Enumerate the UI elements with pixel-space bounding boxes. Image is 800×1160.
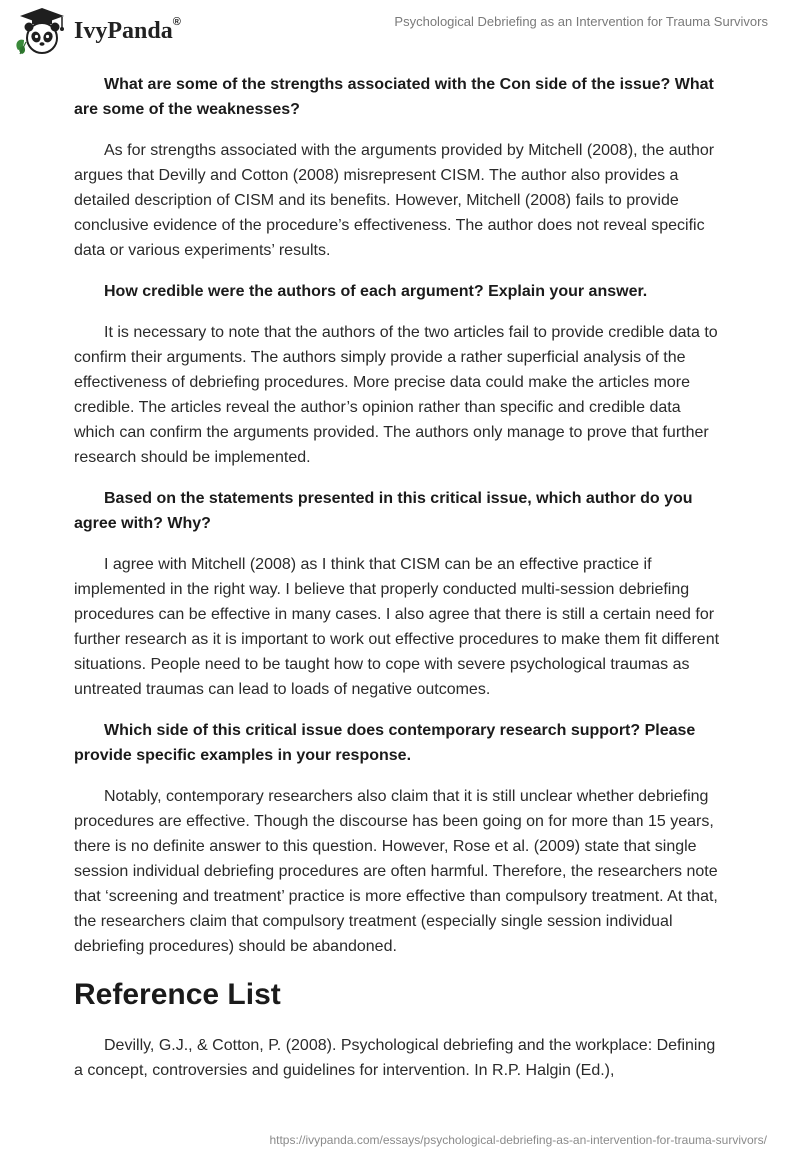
question-contemporary-research: Which side of this critical issue does contemporary research support? Please provide specific examples in your response.	[74, 722, 696, 764]
panda-graduate-icon	[12, 6, 72, 58]
question-agree-author: Based on the statements presented in this critical issue, which author do you agree with? Why?	[74, 490, 693, 532]
essay-body	[74, 72, 724, 1099]
reference-entry: Devilly, G.J., & Cotton, P. (2008). Psychological debriefing and the workplace: Defining a concept, controversies and guidelines for intervention. In R.P. Halgin (Ed.),	[74, 1037, 716, 1079]
document-title: Psychological Debriefing as an Intervention for Trauma Survivors	[394, 14, 768, 29]
answer-agree-author: I agree with Mitchell (2008) as I think that CISM can be an effective practice if implemented in the right way. I believe that properly conducted multi-session debriefing procedures can be effective in many cases. I also agree that there is still a certain need for further research as it is important to work out effective procedures to make them fit different situations. People need to be taught how to cope with severe psychological traumas as untreated traumas can lead to loads of negative outcomes.	[74, 556, 720, 698]
registered-mark: ®	[172, 15, 181, 28]
reference-list-heading: Reference List	[74, 978, 281, 1011]
question-strengths-weaknesses: What are some of the strengths associated with the Con side of the issue? What are some of the weaknesses?	[74, 76, 714, 118]
logo-text	[74, 15, 181, 45]
answer-strengths-weaknesses: As for strengths associated with the arguments provided by Mitchell (2008), the author argues that Devilly and Cotton (2008) misrepresent CISM. The author also provides a detailed description of CISM and its benefits. However, Mitchell (2008) fails to provide conclusive evidence of the procedure’s effectiveness. The author does not reveal specific data or various experiments’ results.	[74, 142, 715, 259]
answer-contemporary-research: Notably, contemporary researchers also claim that it is still unclear whether debriefing procedures are effective. Though the discourse has been going on for more than 15 years, there is no definite answer to this question. However, Rose et al. (2009) state that single session individual debriefing procedures are often harmful. Therefore, the researchers note that ‘screening and treatment’ practice is more effective than compulsory treatment. At that, the researchers claim that compulsory treatment (especially single session individual debriefing procedures) should be abandoned.	[74, 788, 718, 955]
answer-credibility: It is necessary to note that the authors of the two articles fail to provide credible data to confirm their arguments. The authors simply provide a rather superficial analysis of the effectiveness of debriefing procedures. More precise data could make the articles more credible. The articles reveal the author’s opinion rather than specific and credible data which can confirm the arguments provided. The authors only manage to prove that further research should be implemented.	[74, 324, 718, 466]
question-credibility: How credible were the authors of each argument? Explain your answer.	[104, 283, 648, 300]
ivypanda-logo[interactable]	[12, 6, 181, 58]
source-url[interactable]: https://ivypanda.com/essays/psychological-debriefing-as-an-intervention-for-trauma-survivors/	[269, 1133, 767, 1147]
logo-wordmark: IvyPanda	[74, 17, 173, 44]
page-header	[0, 0, 800, 62]
